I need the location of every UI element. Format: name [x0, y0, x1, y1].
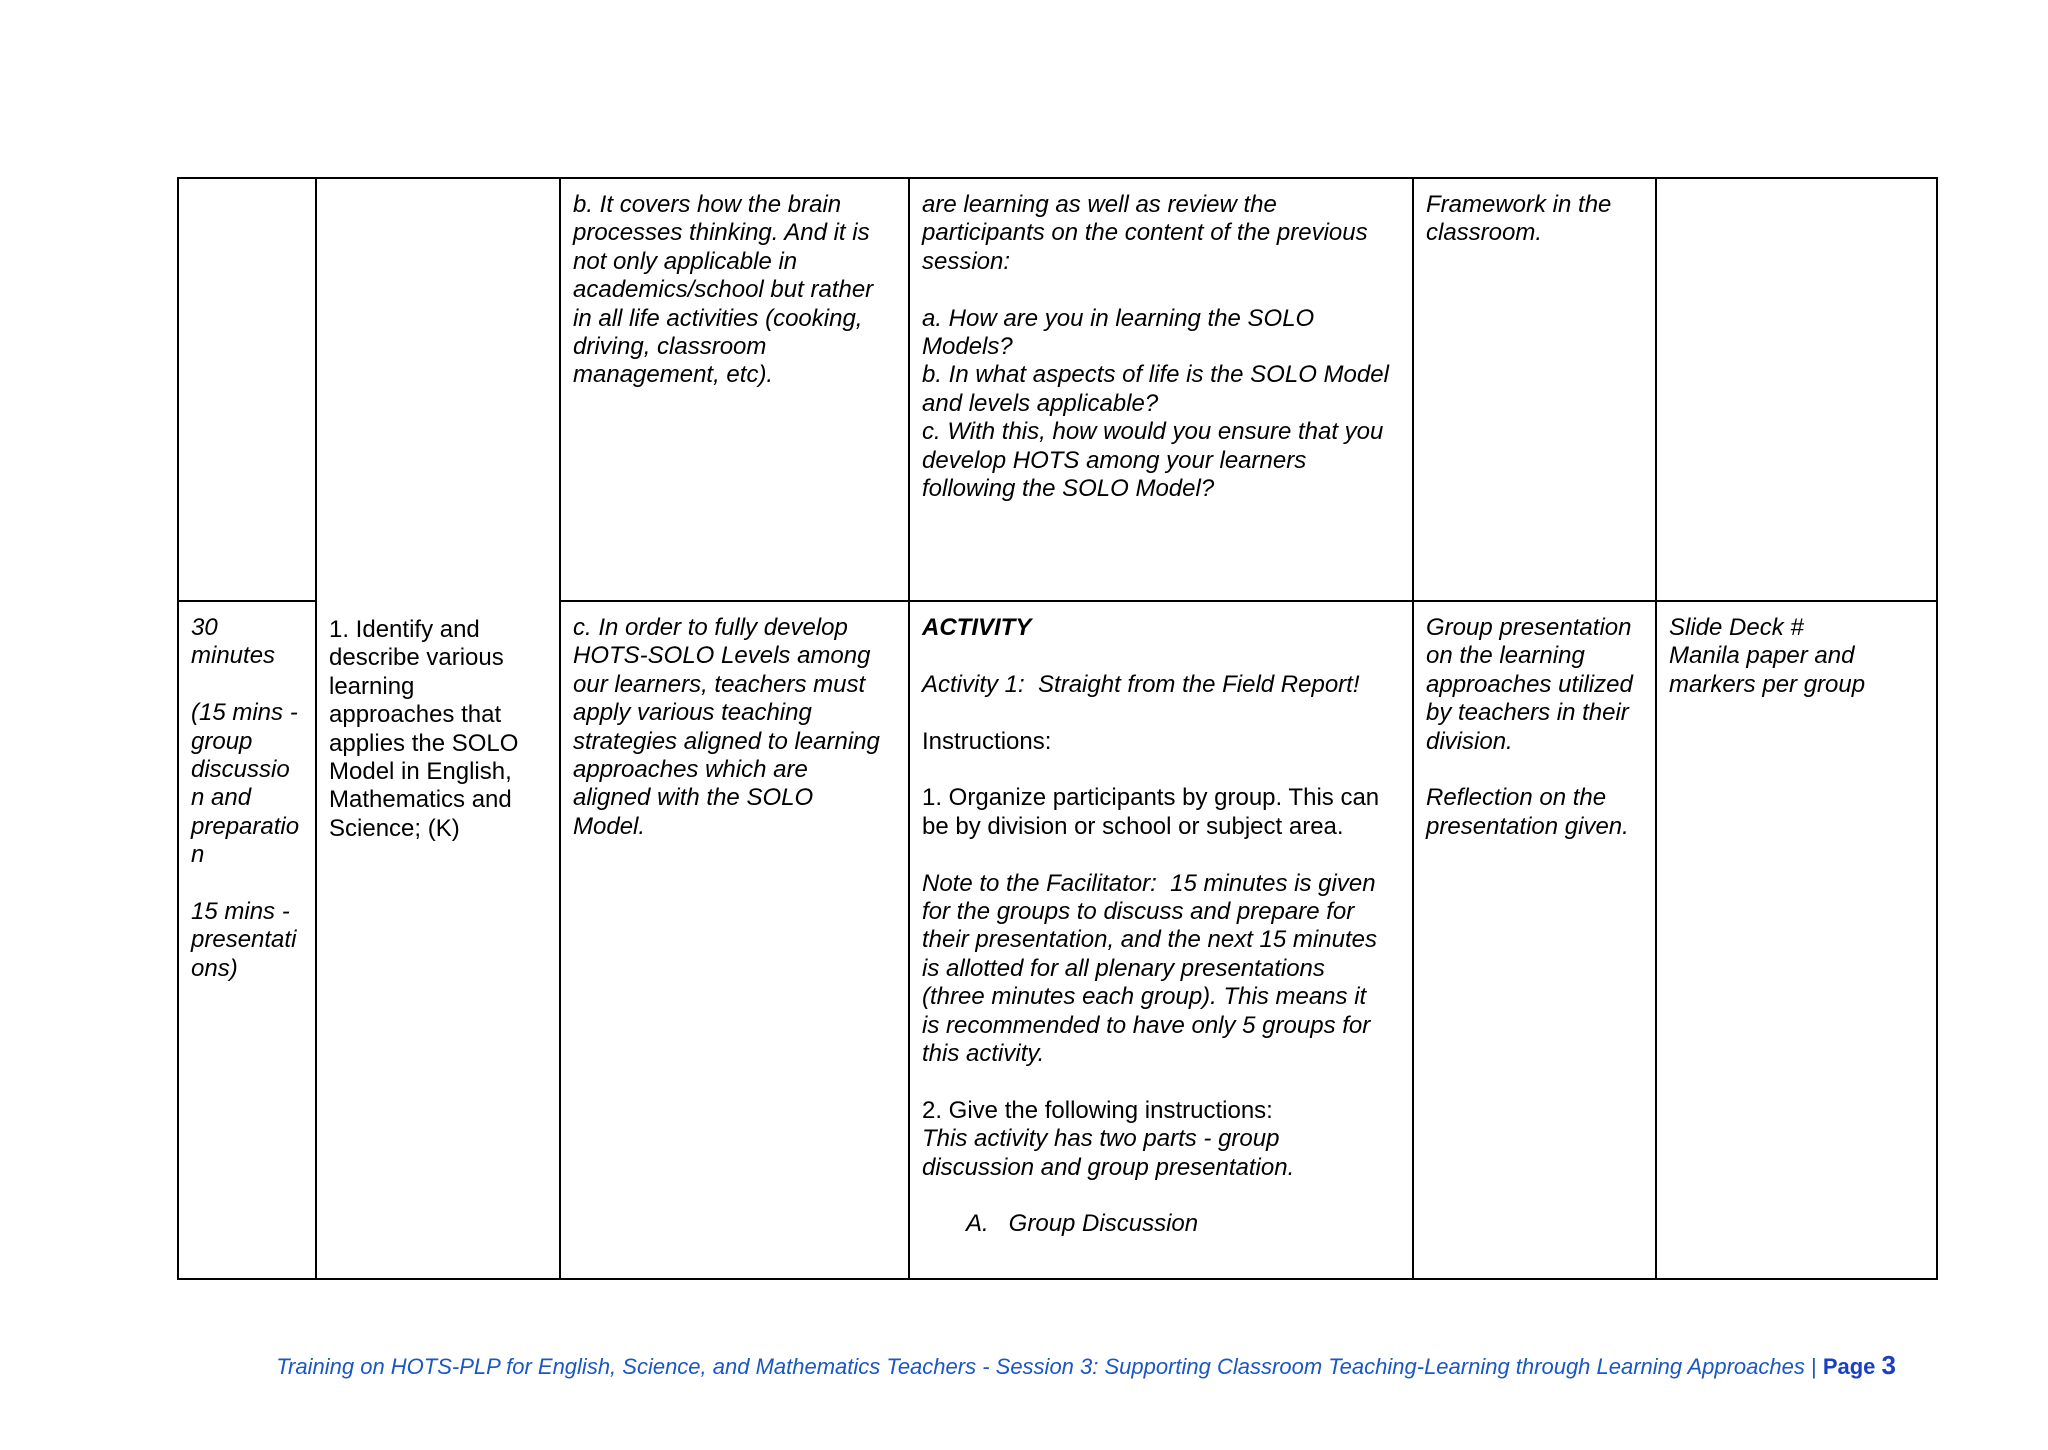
- step-2-text: [922, 1125, 1400, 1182]
- text-line: learning: [329, 672, 415, 700]
- text-line: and levels applicable?: [922, 389, 1159, 417]
- text-line: Framework in the: [1426, 191, 1612, 218]
- text-line: c. In order to fully develop: [573, 614, 848, 641]
- spacer: [922, 841, 1400, 869]
- time-cell: [178, 601, 316, 1279]
- page-number: 3: [1881, 1350, 1896, 1380]
- text-line: is allotted for all plenary presentations: [922, 954, 1325, 982]
- text-line: academics/school but rather: [573, 276, 874, 304]
- text-line: b. In what aspects of life is the SOLO Model: [922, 361, 1389, 389]
- instructions-label: Instructions:: [922, 727, 1052, 755]
- text-line: Manila paper and: [1669, 642, 1855, 670]
- text-line: management, etc).: [573, 361, 774, 389]
- text-line: aligned with the SOLO: [573, 784, 814, 812]
- text-line: Slide Deck #: [1669, 614, 1804, 641]
- text-line: [191, 870, 303, 898]
- text-line: discussio: [191, 756, 290, 784]
- resources-cell: [1656, 178, 1937, 601]
- text-line: ons): [191, 954, 238, 982]
- text-line: on the learning: [1426, 642, 1585, 670]
- text-line: 30: [191, 614, 218, 641]
- procedure-cell: [909, 601, 1413, 1279]
- text-line: Reflection on the: [1426, 784, 1607, 812]
- text-line: division.: [1426, 727, 1513, 755]
- output-cell: [1413, 178, 1656, 601]
- text-line: approaches which are: [573, 756, 808, 784]
- text-line: a. How are you in learning the SOLO: [922, 304, 1315, 332]
- text-line: is recommended to have only 5 groups for: [922, 1011, 1371, 1039]
- text-line: b. It covers how the brain: [573, 191, 842, 218]
- text-line: develop HOTS among your learners: [922, 446, 1307, 474]
- text-line: by teachers in their: [1426, 699, 1629, 727]
- text-line: HOTS-SOLO Levels among: [573, 642, 871, 670]
- text-line: Mathematics and: [329, 786, 512, 814]
- text-line: following the SOLO Model?: [922, 475, 1215, 503]
- spacer: [922, 642, 1400, 670]
- text-line: for the groups to discuss and prepare for: [922, 898, 1355, 925]
- text-line: Model.: [573, 812, 646, 840]
- text-line: 1. Identify and: [329, 615, 480, 643]
- text-line: not only applicable in: [573, 247, 798, 275]
- text-line: driving, classroom: [573, 333, 767, 361]
- text-line: their presentation, and the next 15 minutes: [922, 926, 1377, 954]
- spacer: [922, 1068, 1400, 1096]
- content-cell: [560, 601, 909, 1279]
- procedure-cell: [909, 178, 1413, 601]
- page-label: Page: [1822, 1354, 1882, 1379]
- activity-heading: ACTIVITY: [922, 614, 1032, 641]
- text-line: are learning as well as review the: [922, 191, 1277, 218]
- text-line: apply various teaching: [573, 699, 812, 727]
- output-cell: [1413, 601, 1656, 1279]
- page-footer: [276, 1350, 1896, 1381]
- text-line: group: [191, 727, 253, 755]
- text-line: Group presentation: [1426, 614, 1632, 641]
- text-line: strategies aligned to learning: [573, 727, 880, 755]
- spacer: [922, 756, 1400, 784]
- text-line: in all life activities (cooking,: [573, 304, 863, 332]
- resources-cell: [1656, 601, 1937, 1279]
- text-line: n and: [191, 784, 252, 812]
- text-line: 15 mins -: [191, 898, 290, 926]
- text-line: Science; (K): [329, 814, 460, 842]
- text-line: our learners, teachers must: [573, 670, 866, 698]
- text-line: presentati: [191, 926, 297, 954]
- step-1: [922, 784, 1400, 841]
- text-line: this activity.: [922, 1040, 1045, 1068]
- time-cell: [178, 178, 316, 601]
- text-line: Models?: [922, 333, 1013, 361]
- text-line: (three minutes each group). This means it: [922, 983, 1367, 1011]
- text-line: classroom.: [1426, 219, 1543, 247]
- text-line: participants on the content of the previous: [922, 219, 1368, 247]
- objective-cell: [316, 178, 560, 1279]
- text-line: Model in English,: [329, 757, 512, 785]
- text-line: approaches that: [329, 701, 502, 729]
- text-line: 1. Organize participants by group. This can: [922, 784, 1380, 812]
- text-line: (15 mins -: [191, 699, 298, 727]
- text-line: markers per group: [1669, 670, 1866, 698]
- text-line: presentation given.: [1426, 812, 1629, 840]
- text-line: approaches utilized: [1426, 670, 1633, 698]
- footer-title: Training on HOTS-PLP for English, Science, and Mathematics Teachers - Session 3: Supporting Classroom Teaching-Learning through Learning Approaches: [276, 1354, 1805, 1379]
- text-line: Note to the Facilitator: 15 minutes is given: [922, 869, 1376, 897]
- footer-separator: |: [1804, 1354, 1823, 1379]
- spacer: [922, 1182, 1400, 1210]
- text-line: This activity has two parts - group: [922, 1125, 1280, 1153]
- text-line: [1426, 756, 1643, 784]
- content-cell: [560, 178, 909, 601]
- text-line: [191, 671, 303, 699]
- spacer: [922, 699, 1400, 727]
- table-row: [178, 178, 1937, 601]
- sub-item-group-discussion: A. Group Discussion: [966, 1210, 1199, 1238]
- text-line: processes thinking. And it is: [573, 219, 870, 247]
- step-2-label: 2. Give the following instructions:: [922, 1096, 1273, 1124]
- text-line: [922, 276, 1400, 304]
- text-line: describe various: [329, 644, 504, 672]
- session-plan-table: [177, 177, 1938, 1280]
- text-line: minutes: [191, 642, 276, 670]
- facilitator-note: [922, 870, 1400, 1069]
- text-line: c. With this, how would you ensure that you: [922, 418, 1384, 446]
- text-line: n: [191, 841, 205, 869]
- text-line: preparatio: [191, 812, 300, 840]
- text-line: applies the SOLO: [329, 729, 519, 757]
- text-line: discussion and group presentation.: [922, 1153, 1295, 1181]
- text-line: session:: [922, 247, 1011, 275]
- activity-title: Activity 1: Straight from the Field Report!: [922, 670, 1360, 698]
- text-line: be by division or school or subject area.: [922, 812, 1344, 840]
